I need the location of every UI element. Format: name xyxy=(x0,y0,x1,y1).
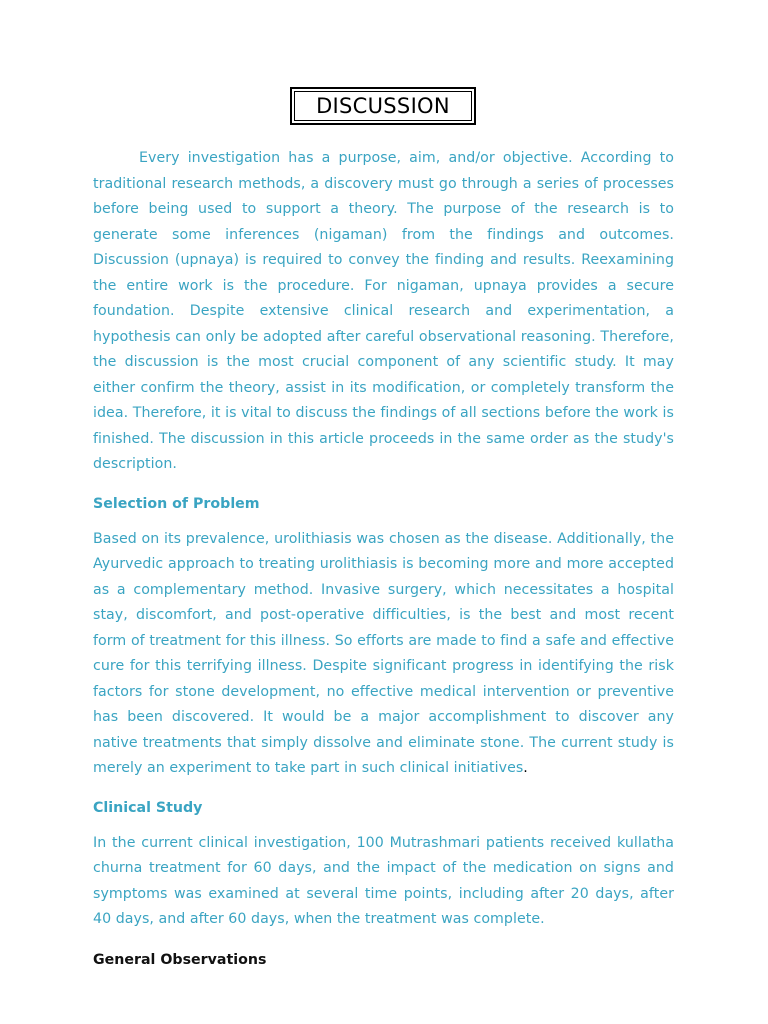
section-body-text: Based on its prevalence, urolithiasis was chosen as the disease. Additionally, the Ayurvedic approach to treating urolithiasis is becoming more and more accepted as a complementary method. Invasive surgery, which necessitates a hospital stay, discomfort, and post-operative difficulties, is the best and most recent form of treatment for this illness. So efforts are made to find a safe and effective cure for this terrifying illness. Despite significant progress in identifying the risk factors for stone development, no effective medical intervention or preventive has been discovered. It would be a major accomplishment to discover any native treatments that simply dissolve and eliminate stone. The current study is merely an experiment to take part in such clinical initiatives xyxy=(93,530,674,776)
section-paragraph-clinical-study: In the current clinical investigation, 100 Mutrashmari patients received kullatha churna treatment for 60 days, and the impact of the medication on signs and symptoms was examined at several time points, including after 20 days, after 40 days, and after 60 days, when the treatment was complete. xyxy=(93,834,674,927)
intro-paragraph: Every investigation has a purpose, aim, and/or objective. According to traditional research methods, a discovery must go through a series of processes before being used to support a theory. The purpose of the research is to generate some inferences (nigaman) from the findings and outcomes. Discussion (upnaya) is required to convey the finding and results. Reexamining the entire work is the procedure. For nigaman, upnaya provides a secure foundation. Despite extensive clinical research and experimentation, a hypothesis can only be adopted after careful observational reasoning. Therefore, the discussion is the most crucial component of any scientific study. It may either confirm the theory, assist in its modification, or completely transform the idea. Therefore, it is vital to discuss the findings of all sections before the work is finished. The discussion in this article proceeds in the same order as the study's description. xyxy=(93,150,674,472)
section-heading-clinical-study: Clinical Study xyxy=(93,799,203,816)
page-title: DISCUSSION xyxy=(316,94,450,118)
section-heading-selection-of-problem: Selection of Problem xyxy=(93,495,260,512)
section-body-end: . xyxy=(523,760,528,776)
title-box-inner-border xyxy=(294,91,472,121)
section-paragraph-selection-of-problem xyxy=(93,527,674,782)
section-heading-general-observations: General Observations xyxy=(93,951,267,968)
content-body xyxy=(93,146,674,970)
title-box xyxy=(290,87,476,125)
